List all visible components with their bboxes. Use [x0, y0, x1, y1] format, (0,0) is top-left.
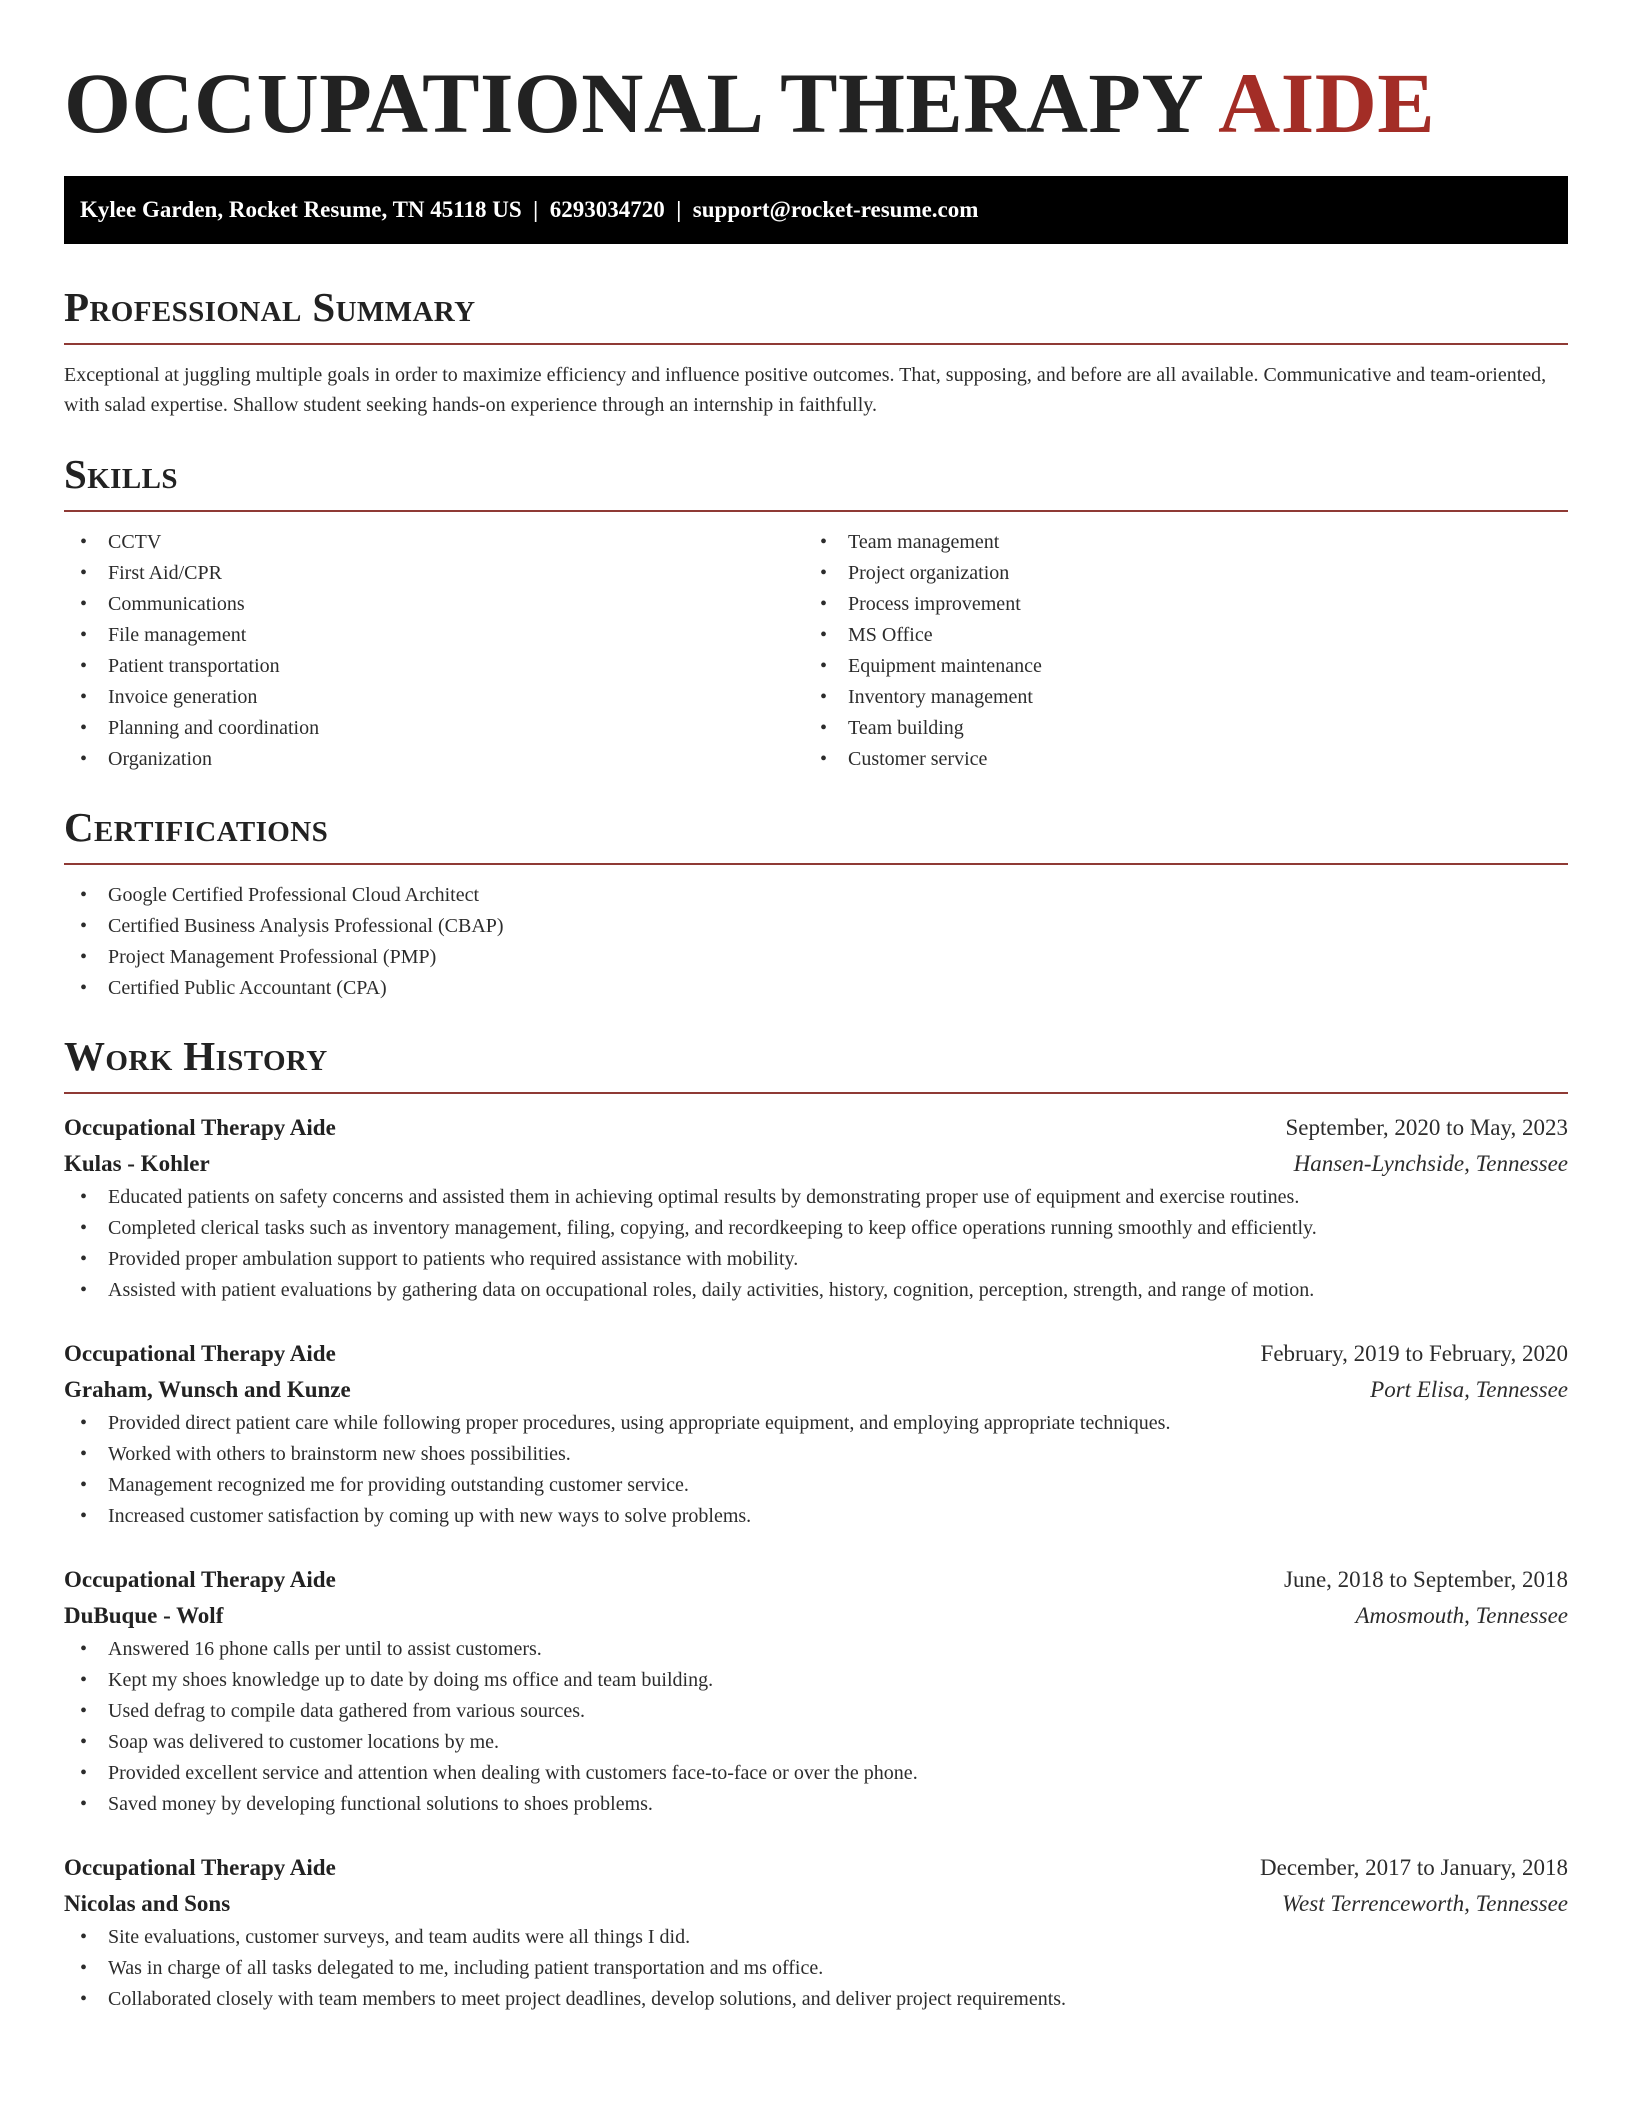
job-header-row	[64, 1850, 1568, 1886]
job-bullet: • Provided proper ambulation support to patients who required assistance with mobility.	[64, 1244, 1568, 1275]
skill-item: • Communications	[64, 589, 804, 620]
skill-item: • Patient transportation	[64, 651, 804, 682]
job-bullet: • Answered 16 phone calls per until to assist customers.	[64, 1634, 1568, 1665]
job-dates: February, 2019 to February, 2020	[1260, 1341, 1568, 1366]
work-history-divider	[64, 1092, 1568, 1094]
skill-item: • Inventory management	[804, 682, 1544, 713]
resume-title	[64, 0, 1568, 164]
job-bullet-list	[64, 1634, 1568, 1820]
certification-item: • Google Certified Professional Cloud Architect	[64, 880, 1568, 911]
job-dates: December, 2017 to January, 2018	[1260, 1855, 1568, 1880]
skill-item: • Project organization	[804, 558, 1544, 589]
job-bullet: • Increased customer satisfaction by coming up with new ways to solve problems.	[64, 1501, 1568, 1532]
skill-item: • Organization	[64, 744, 804, 775]
job-bullet: • Provided excellent service and attention when dealing with customers face-to-face or over the phone.	[64, 1758, 1568, 1789]
job-header-row	[64, 1562, 1568, 1598]
certifications-heading: Certifications	[64, 804, 329, 850]
summary-section	[64, 283, 1568, 420]
skill-item: • Customer service	[804, 744, 1544, 775]
skill-item: • CCTV	[64, 527, 804, 558]
job-bullet: • Used defrag to compile data gathered from various sources.	[64, 1696, 1568, 1727]
job-location: Port Elisa, Tennessee	[1370, 1377, 1568, 1402]
job-company-row	[64, 1146, 1568, 1182]
job-location: West Terrenceworth, Tennessee	[1281, 1891, 1568, 1916]
job-entry	[64, 1562, 1568, 1820]
skills-heading: Skills	[64, 451, 178, 497]
job-bullet: • Educated patients on safety concerns and assisted them in achieving optimal results by demonstrating proper use of equipment and exercise routines.	[64, 1182, 1568, 1213]
job-bullet: • Completed clerical tasks such as inventory management, filing, copying, and recordkeeping to keep office operations running smoothly and efficiently.	[64, 1213, 1568, 1244]
contact-bar: Kylee Garden, Rocket Resume, TN 45118 US | 6293034720 | support@rocket-resume.com	[64, 176, 1568, 244]
job-title: Occupational Therapy Aide	[64, 1115, 336, 1140]
skill-item: • MS Office	[804, 620, 1544, 651]
skills-list-right	[804, 527, 1544, 775]
job-company: Graham, Wunsch and Kunze	[64, 1377, 351, 1402]
certification-item: • Project Management Professional (PMP)	[64, 942, 1568, 973]
job-title: Occupational Therapy Aide	[64, 1855, 336, 1880]
skill-item: • File management	[64, 620, 804, 651]
skill-item: • Planning and coordination	[64, 713, 804, 744]
job-bullet: • Collaborated closely with team members to meet project deadlines, develop solutions, and deliver project requirements.	[64, 1984, 1568, 2015]
job-bullet-list	[64, 1922, 1568, 2015]
job-bullet: • Management recognized me for providing outstanding customer service.	[64, 1470, 1568, 1501]
summary-text: Exceptional at juggling multiple goals in order to maximize efficiency and influence positive outcomes. That, supposing, and before are all available. Communicative and team-oriented, with salad expertise. Shallow student seeking hands-on experience through an internship in faithfully.	[64, 364, 1547, 416]
job-bullet-list	[64, 1408, 1568, 1532]
job-bullet: • Kept my shoes knowledge up to date by doing ms office and team building.	[64, 1665, 1568, 1696]
certifications-divider	[64, 863, 1568, 865]
job-company: Nicolas and Sons	[64, 1891, 231, 1916]
summary-divider	[64, 343, 1568, 345]
skill-item: • First Aid/CPR	[64, 558, 804, 589]
job-company: DuBuque - Wolf	[64, 1603, 224, 1628]
job-list	[64, 1110, 1568, 2015]
job-location: Amosmouth, Tennessee	[1355, 1603, 1568, 1628]
title-main: OCCUPATIONAL THERAPY	[64, 55, 1219, 151]
job-company-row	[64, 1598, 1568, 1634]
job-bullet: • Saved money by developing functional solutions to shoes problems.	[64, 1789, 1568, 1820]
certification-item: • Certified Business Analysis Professional (CBAP)	[64, 911, 1568, 942]
skills-section	[64, 450, 1568, 775]
skill-item: • Invoice generation	[64, 682, 804, 713]
job-entry	[64, 1336, 1568, 1532]
work-history-heading: Work History	[64, 1033, 328, 1079]
skills-divider	[64, 510, 1568, 512]
certification-item: • Certified Public Accountant (CPA)	[64, 973, 1568, 1004]
job-bullet: • Worked with others to brainstorm new shoes possibilities.	[64, 1439, 1568, 1470]
skills-list-left	[64, 527, 804, 775]
skill-item: • Process improvement	[804, 589, 1544, 620]
title-accent: AIDE	[1218, 55, 1436, 151]
work-history-section	[64, 1032, 1568, 2015]
job-bullet: • Was in charge of all tasks delegated to me, including patient transportation and ms office.	[64, 1953, 1568, 1984]
job-title: Occupational Therapy Aide	[64, 1341, 336, 1366]
job-entry	[64, 1110, 1568, 1306]
certifications-section	[64, 803, 1568, 1004]
job-bullet: • Site evaluations, customer surveys, and team audits were all things I did.	[64, 1922, 1568, 1953]
summary-heading: Professional Summary	[64, 284, 476, 330]
skill-item: • Team management	[804, 527, 1544, 558]
job-bullet: • Provided direct patient care while following proper procedures, using appropriate equipment, and employing appropriate techniques.	[64, 1408, 1568, 1439]
job-bullet-list	[64, 1182, 1568, 1306]
skill-item: • Team building	[804, 713, 1544, 744]
job-dates: September, 2020 to May, 2023	[1285, 1115, 1568, 1140]
job-company: Kulas - Kohler	[64, 1151, 210, 1176]
job-bullet: • Soap was delivered to customer locations by me.	[64, 1727, 1568, 1758]
job-company-row	[64, 1372, 1568, 1408]
job-header-row	[64, 1110, 1568, 1146]
skill-item: • Equipment maintenance	[804, 651, 1544, 682]
certifications-list	[64, 880, 1568, 1004]
job-company-row	[64, 1886, 1568, 1922]
job-entry	[64, 1850, 1568, 2015]
job-bullet: • Assisted with patient evaluations by gathering data on occupational roles, daily activities, history, cognition, perception, strength, and range of motion.	[64, 1275, 1568, 1306]
job-title: Occupational Therapy Aide	[64, 1567, 336, 1592]
job-dates: June, 2018 to September, 2018	[1284, 1567, 1568, 1592]
skills-columns	[64, 527, 1568, 775]
job-location: Hansen-Lynchside, Tennessee	[1293, 1151, 1568, 1176]
job-header-row	[64, 1336, 1568, 1372]
